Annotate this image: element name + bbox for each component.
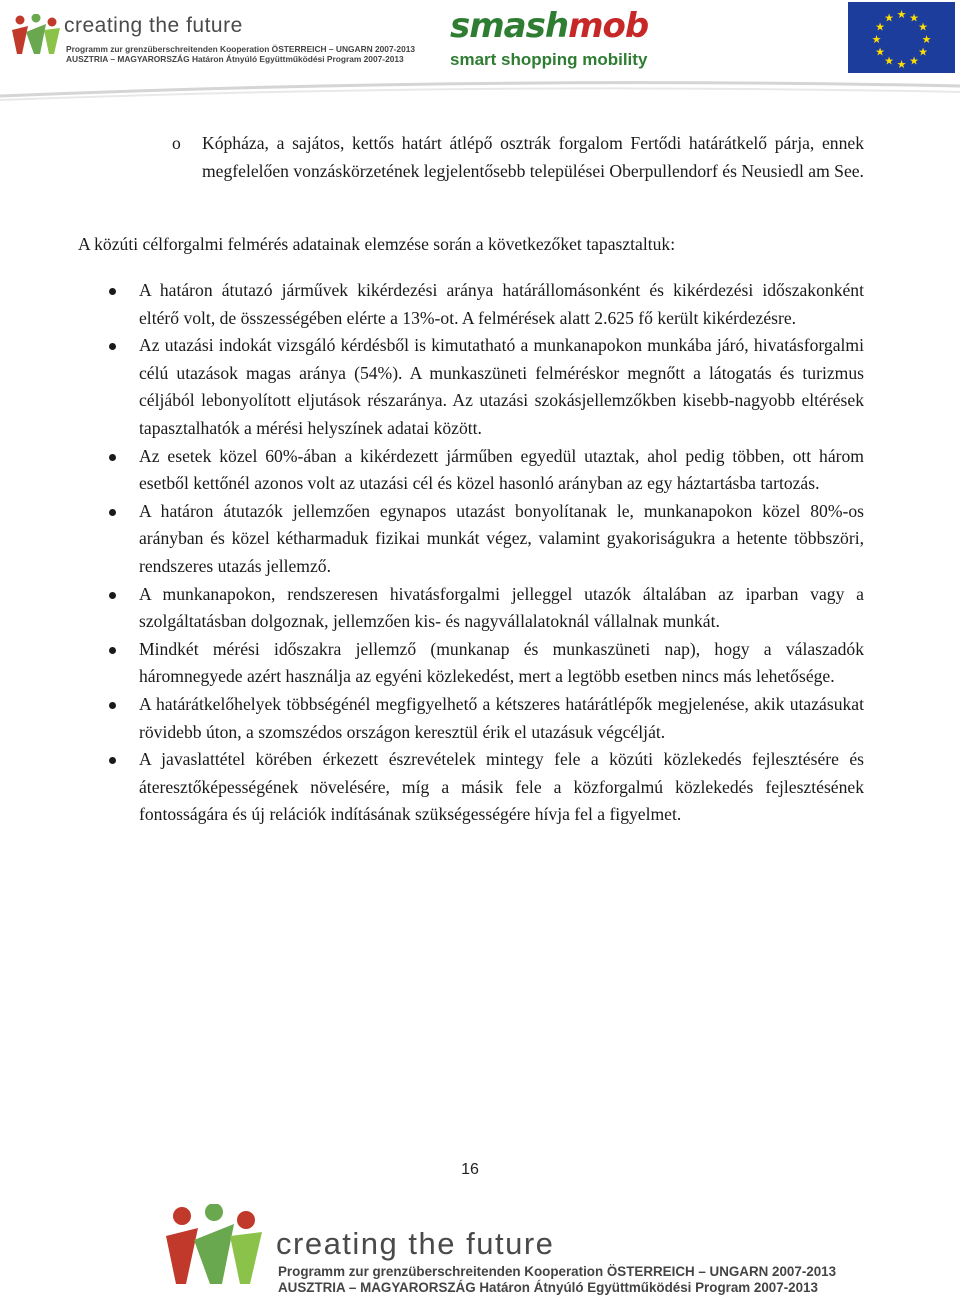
header-logo-line1: Programm zur grenzüberschreitenden Kooperation ÖSTERREICH – UNGARN 2007-2013 xyxy=(66,44,416,54)
bullet-icon xyxy=(109,288,116,295)
list-item-text: A javaslattétel körében érkezett észrevételek mintegy fele a közúti közlekedés fejlesztésére és áteresztőképességének növelésére, míg a másik fele a közforgalmú közlekedés fejlesztésének fontosságára és új relációk indításának szükségességére hívja fel a figyelmet. xyxy=(139,749,864,825)
header-swoosh-divider xyxy=(0,78,960,108)
sub-item-text: Kópháza, a sajátos, kettős határt átlépő osztrák forgalom Fertődi határátkelő párja, ennek megfelelően vonzáskörzetének legjelentősebb települései Oberpullendorf és Neusiedl am See. xyxy=(202,133,864,181)
people-figures-icon xyxy=(160,1204,268,1292)
page-number: 16 xyxy=(461,1161,479,1178)
svg-text:★: ★ xyxy=(896,8,907,21)
list-item xyxy=(104,443,864,498)
footer-logo-title: creating the future xyxy=(276,1226,555,1261)
svg-text:★: ★ xyxy=(875,45,885,59)
smashmob-part1: smash xyxy=(450,6,569,46)
bullet-icon xyxy=(109,454,116,461)
bullet-icon xyxy=(109,702,116,709)
list-item xyxy=(104,277,864,332)
list-item xyxy=(104,332,864,442)
smashmob-part2: mob xyxy=(568,6,649,46)
list-item xyxy=(104,746,864,829)
header-logo-title: creating the future xyxy=(64,14,243,37)
list-item-text: Mindkét mérési időszakra jellemző (munkanap és munkaszüneti nap), hogy a válaszadók háromnegyede azért használja az egyéni közlekedést, mert a legtöbb esetben nincs más lehetősége. xyxy=(139,638,864,687)
header-logo-line2: AUSZTRIA – MAGYARORSZÁG Határon Átnyúló Együttműködési Program 2007-2013 xyxy=(66,54,404,64)
footer-logo-line2: AUSZTRIA – MAGYARORSZÁG Határon Átnyúló Együttműködési Program 2007-2013 xyxy=(278,1280,818,1295)
svg-text:★: ★ xyxy=(921,33,932,46)
smashmob-logo xyxy=(448,6,668,76)
list-item xyxy=(104,636,864,691)
list-item-text: A határátkelőhelyek többségénél megfigyelhető a kétszeres határátlépők megjelenése, akik utazásukat rövidebb úton, a szomszédos országon keresztül érik el utazásuk végcélját. xyxy=(139,693,864,742)
bullet-icon xyxy=(109,757,116,764)
svg-text:★: ★ xyxy=(875,20,885,34)
findings-bullet-list xyxy=(104,277,864,829)
sub-item-marker: o xyxy=(172,133,181,153)
list-item xyxy=(104,691,864,746)
svg-text:★: ★ xyxy=(918,45,928,59)
list-item-text: Az esetek közel 60%-ában a kikérdezett járműben egyedül utaztak, ahol pedig többen, ott három esetből kettőnél azonos volt az utazási cél és közel hasonló arányban az egy háztartásba tartozás. xyxy=(139,445,864,494)
bullet-icon xyxy=(109,592,116,599)
svg-text:★: ★ xyxy=(884,11,894,25)
svg-text:★: ★ xyxy=(918,20,928,34)
bullet-icon xyxy=(109,647,116,654)
eu-flag-icon xyxy=(848,2,955,73)
bullet-icon xyxy=(109,509,116,516)
footer-program-logo xyxy=(160,1200,837,1296)
list-item-text: Az utazási indokát vizsgáló kérdésből is kimutatható a munkanapokon munkába járó, hivatásforgalmi célú utazások magas aránya (54%). A munkaszüneti felméréskor megnőtt a látogatás és turizmus céljából lebonyolított eljutások részaránya. Az utazási szokásjellemzőkben kisebb-nagyobb eltérések tapasztalhatók a mérési helyszínek adatai között. xyxy=(139,335,864,438)
smashmob-tagline: smart shopping mobility xyxy=(450,50,648,69)
svg-text:★: ★ xyxy=(871,33,882,46)
people-figures-icon xyxy=(10,14,62,58)
svg-text:★: ★ xyxy=(909,11,919,25)
intro-paragraph: A közúti célforgalmi felmérés adatainak elemzése során a következőket tapasztaltuk: xyxy=(78,234,676,254)
list-item-text: A munkanapokon, rendszeresen hivatásforgalmi jelleggel utazók általában az iparban vagy a szolgáltatásban dolgoznak, jellemzően kis- és nagyvállalatoknál vállalnak munkát. xyxy=(139,583,864,632)
list-item xyxy=(104,498,864,581)
list-item-text: A határon átutazók jellemzően egynapos utazást bonyolítanak le, munkanapokon közel 80%-os arányban és közel kétharmaduk fizikai munkát végez, valamint gyakoriságukra a hetente többszöri, rendszeres utazás jellemző. xyxy=(139,500,864,576)
svg-text:★: ★ xyxy=(909,54,919,68)
list-item-text: A határon átutazó járművek kikérdezési aránya határállomásonként és kikérdezési időszakonként eltérő volt, de összességében elérte a 13%-ot. A felmérések alatt 2.625 fő került kikérdezésre. xyxy=(139,280,864,328)
svg-text:★: ★ xyxy=(884,54,894,68)
svg-text:★: ★ xyxy=(896,58,907,71)
smashmob-wordmark xyxy=(450,6,648,46)
bullet-icon xyxy=(109,343,116,350)
footer-logo-line1: Programm zur grenzüberschreitenden Kooperation ÖSTERREICH – UNGARN 2007-2013 xyxy=(278,1264,837,1279)
header-program-logo xyxy=(10,14,416,64)
list-item xyxy=(104,581,864,636)
